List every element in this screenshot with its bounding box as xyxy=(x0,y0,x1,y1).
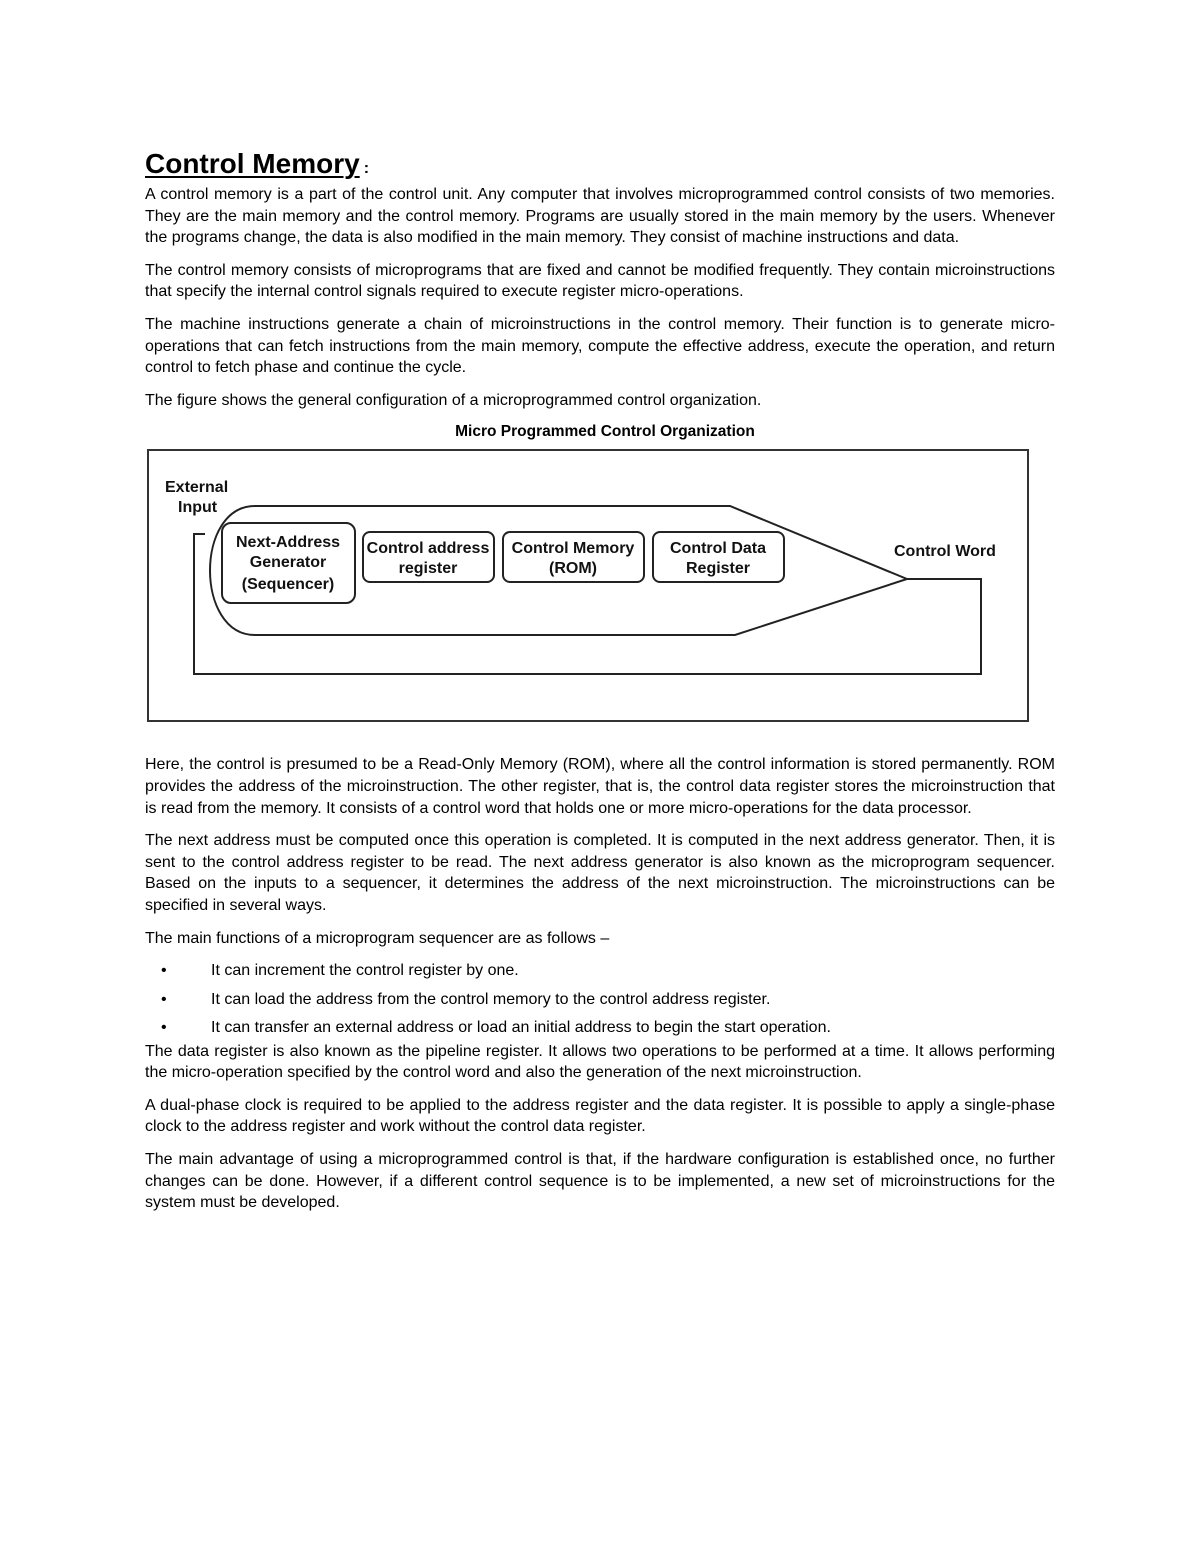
list-item xyxy=(145,1017,1055,1046)
control-organization-diagram xyxy=(145,448,1055,744)
block-2-line-2: register xyxy=(398,560,458,578)
list-item-text: It can increment the control register by one. xyxy=(211,962,519,980)
list-item xyxy=(145,960,1055,989)
paragraph-clock: A dual-phase clock is required to be applied to the address register and the data register. It is possible to apply a single-phase clock to the address register and work without the control data register. xyxy=(145,1096,1055,1136)
block-3-line-1: Control Memory xyxy=(511,540,635,558)
external-input-label-line1: External xyxy=(165,479,229,497)
control-word-label: Control Word xyxy=(894,543,996,561)
diagram-canvas xyxy=(145,448,1055,744)
block-1-line-2: Generator xyxy=(249,554,327,572)
paragraph-pipeline-register: The data register is also known as the pipeline register. It allows two operations to be performed at a time. It allows performing the micro-operation specified by the control word and also the generation of the next microinstruction. xyxy=(145,1042,1055,1082)
paragraph-intro-2: The control memory consists of microprograms that are fixed and cannot be modified frequently. They contain microinstructions that specify the internal control signals required to execute register micro-operations. xyxy=(145,261,1055,301)
paragraph-advantage: The main advantage of using a microprogrammed control is that, if the hardware configuration is established once, no further changes can be done. However, if a different control sequence is to be implemented, a new set of microinstructions for the system must be developed. xyxy=(145,1150,1055,1212)
block-3-line-2: (ROM) xyxy=(549,560,597,578)
document-page xyxy=(145,140,1055,1225)
figure-title: Micro Programmed Control Organization xyxy=(455,423,755,441)
bullet-dot: • xyxy=(161,1019,167,1037)
title-colon: : xyxy=(363,160,370,177)
list-item-text: It can load the address from the control memory to the control address register. xyxy=(211,990,771,1008)
paragraph-figure-intro: The figure shows the general configuration of a microprogrammed control organization. xyxy=(145,391,762,409)
paragraph-intro-3: The machine instructions generate a chain of microinstructions in the control memory. Their function is to generate micro-operations that can fetch instructions from the main memory, compute the effective address, execute the operation, and return control to fetch phase and continue the cycle. xyxy=(145,315,1055,377)
page-title: Control Memory xyxy=(145,148,360,179)
list-item-text: It can transfer an external address or load an initial address to begin the start operation. xyxy=(211,1019,831,1037)
paragraph-rom: Here, the control is presumed to be a Read-Only Memory (ROM), where all the control information is stored permanently. ROM provides the address of the microinstruction. The other register, that is, the control data register stores the microinstruction that is read from the memory. It consists of a control word that holds one or more micro-operations for the data processor. xyxy=(145,756,1055,817)
bullet-dot: • xyxy=(161,962,167,980)
next-address-generator-block xyxy=(222,523,355,603)
external-input-label-line2: Input xyxy=(178,499,218,517)
block-1-line-3: (Sequencer) xyxy=(241,576,335,594)
block-4-line-1: Control Data xyxy=(670,540,766,558)
control-data-register-block xyxy=(653,532,784,582)
block-4-line-2: Register xyxy=(685,560,751,578)
list-item xyxy=(145,989,1055,1018)
paragraph-next-address: The next address must be computed once this operation is completed. It is computed in the next address generator. Then, it is sent to the control address register to be read. The next address generator is also known as the microprogram sequencer. Based on the inputs to a sequencer, it determines the address of the next microinstruction. The microinstructions can be specified in several ways. xyxy=(145,832,1055,914)
sequencer-functions-list xyxy=(145,960,1055,1046)
page-heading xyxy=(145,140,1055,184)
paragraph-functions-intro: The main functions of a microprogram sequencer are as follows – xyxy=(145,929,610,947)
bullet-dot: • xyxy=(161,990,167,1008)
block-2-line-1: Control address xyxy=(366,540,490,558)
control-address-register-block xyxy=(363,532,494,582)
paragraph-intro-1: A control memory is a part of the control unit. Any computer that involves microprogrammed control consists of two memories. They are the main memory and the control memory. Programs are usually stored in the main memory by the users. Whenever the programs change, the data is also modified in the main memory. They consist of machine instructions and data. xyxy=(145,186,1055,247)
block-1-line-1: Next-Address xyxy=(235,534,341,552)
control-memory-block xyxy=(503,532,644,582)
